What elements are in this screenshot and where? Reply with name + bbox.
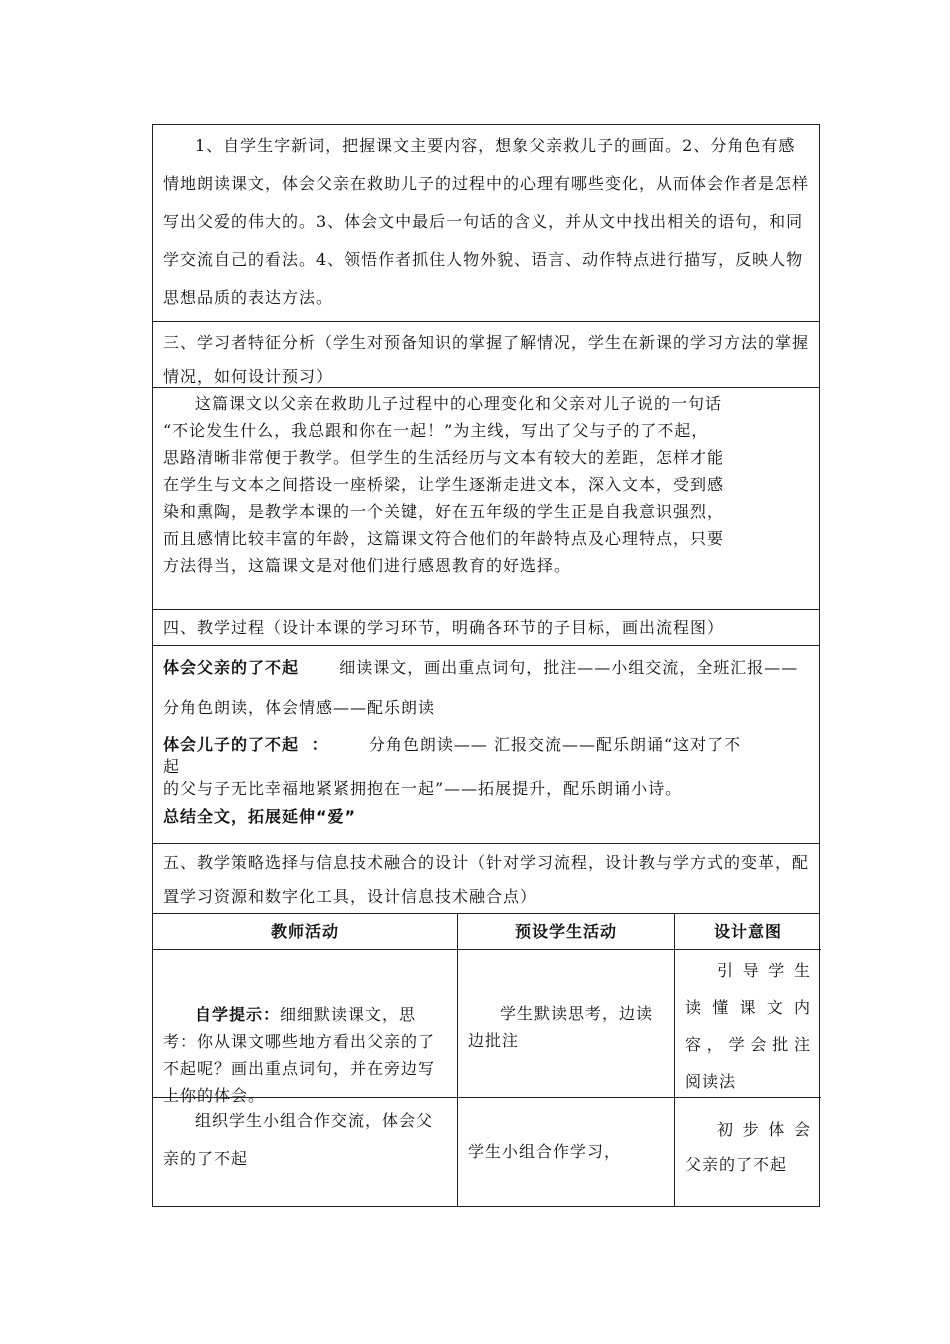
son-line-1: 分角色朗读—— 汇报交流——配乐朗诵“这对了不	[368, 735, 742, 754]
analysis-line: 思路清晰非常便于教学。但学生的生活经历与文本有较大的差距，怎样才能	[163, 448, 725, 467]
header-intent: 设计意图	[675, 914, 821, 950]
row2-intent-cell	[675, 1098, 821, 1206]
self-study-label: 自学提示：	[195, 1005, 281, 1024]
intent-line: 引导学生	[717, 961, 811, 980]
objectives-box	[152, 124, 820, 321]
father-step	[163, 648, 809, 728]
header-student: 预设学生活动	[458, 914, 675, 950]
row1-intent-cell	[675, 950, 821, 1098]
objectives-text: 1、自学生字新词，把握课文主要内容，想象父亲救儿子的画面。2、分角色有感情地朗读课文，体会父亲在救助儿子的过程中的心理有哪些变化，从而体会作者是怎样写出父爱的伟大的。3、体会文中最后一句话的含义，并从文中找出相关的语句，和同学交流自己的看法。4、领悟作者抓住人物外貌、语言、动作特点进行描写，反映人物思想品质的表达方法。	[163, 136, 810, 307]
teaching-process-box	[152, 645, 820, 843]
section4-heading	[152, 609, 820, 645]
analysis-line: 而且感情比较丰富的年龄，这篇课文符合他们的年龄特点及心理特点，只要	[163, 529, 725, 548]
intent-line: 容，学会批注	[685, 1035, 811, 1054]
row1-teacher-cell	[153, 950, 458, 1105]
lesson-plan-document	[152, 124, 820, 1207]
row2-student-cell: 学生小组合作学习，	[458, 1098, 675, 1206]
son-line-3: 的父与子无比幸福地紧紧拥抱在一起”——拓展提升，配乐朗诵小诗。	[163, 779, 683, 798]
father-text: 细读课文，画出重点词句，批注——小组交流，全班汇报—— 分角色朗读，体会情感——配乐朗读	[163, 658, 799, 717]
son-step: 体会儿子的了不起 ： 分角色朗读—— 汇报交流——配乐朗诵“这对了不 起 的父与子无比幸福地紧紧拥抱在一起”——拓展提升，配乐朗诵小诗。	[163, 734, 809, 800]
intent-line: 初步体会	[717, 1120, 811, 1139]
father-label: 体会父亲的了不起	[163, 658, 300, 677]
section4-heading-text: 四、教学过程（设计本课的学习环节，明确各环节的子目标，画出流程图）	[163, 618, 725, 637]
row1-teacher-text: 细细默读课文，思考：你从课文哪些地方看出父亲的了不起呢？画出重点词句，并在旁边写上你的体会。	[163, 1005, 436, 1105]
row2-teacher-cell: 组织学生小组合作交流，体会父亲的了不起	[153, 1098, 458, 1206]
intent-line: 父亲的了不起	[685, 1155, 788, 1174]
analysis-line: 染和熏陶，是教学本课的一个关键，好在五年级的学生正是自我意识强烈，	[163, 502, 725, 521]
analysis-line: 这篇课文以父亲在救助儿子过程中的心理变化和父亲对儿子说的一句话	[195, 394, 723, 413]
learner-analysis-box	[152, 387, 820, 609]
row1-student-cell: 学生默读思考，边读边批注	[458, 950, 675, 1098]
summary-step: 总结全文，拓展延伸“爱”	[163, 807, 357, 826]
analysis-line: “不论发生什么，我总跟和你在一起！”为主线，写出了父与子的了不起，	[163, 421, 709, 440]
intent-line: 读懂课文内	[685, 998, 811, 1017]
intent-line: 阅读法	[685, 1072, 737, 1091]
son-line-2: 起	[163, 757, 181, 776]
section5-heading-text: 五、教学策略选择与信息技术融合的设计（针对学习流程，设计教与学方式的变革，配置学习资源和数字化工具，设计信息技术融合点）	[163, 853, 810, 906]
header-teacher: 教师活动	[153, 914, 458, 950]
analysis-line: 在学生与文本之间搭设一座桥梁，让学生逐渐走进文本，深入文本，受到感	[163, 475, 725, 494]
activity-table	[152, 913, 820, 1207]
analysis-line: 方法得当，这篇课文是对他们进行感恩教育的好选择。	[163, 556, 572, 575]
section3-heading	[152, 321, 820, 387]
section5-heading	[152, 843, 820, 913]
son-label: 体会儿子的了不起	[163, 735, 300, 754]
section3-heading-text: 三、学习者特征分析（学生对预备知识的掌握了解情况，学生在新课的学习方法的掌握情况，如何设计预习）	[163, 333, 810, 386]
